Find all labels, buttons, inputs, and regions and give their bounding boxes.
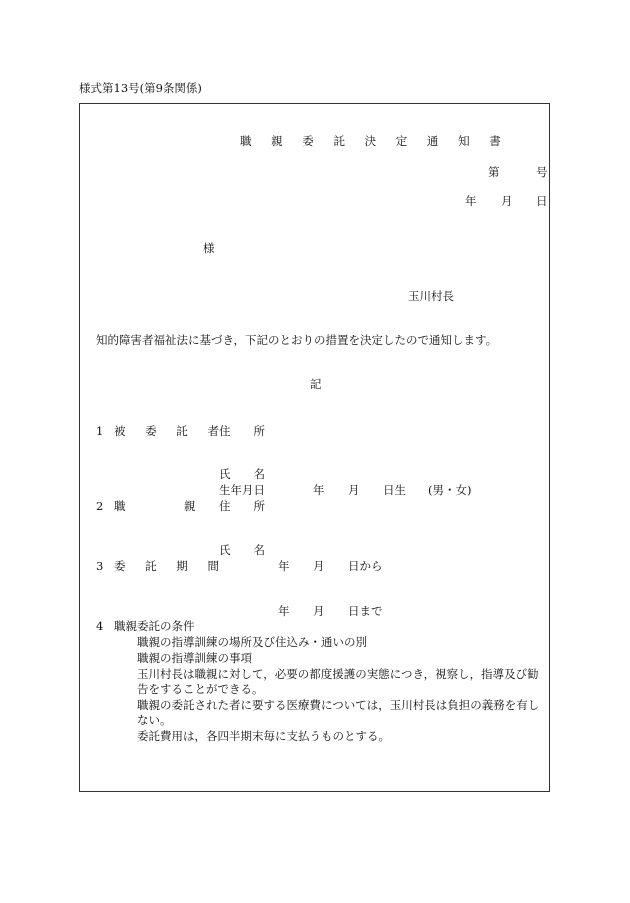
item2-number: 2 [96, 499, 104, 513]
item1-birth-label: 生年月日 [219, 483, 265, 497]
item1-name-label: 氏 名 [219, 467, 265, 481]
date-month: 月 [501, 194, 513, 208]
item1-label: 被 委 託 者 [114, 424, 227, 438]
item1-number: 1 [96, 424, 104, 438]
item2-label-b: 親 [184, 499, 196, 513]
item1-birth-day: 日生 [383, 483, 406, 497]
item3-label: 委 託 期 間 [114, 559, 227, 573]
number-dai: 第 [488, 165, 500, 179]
item4-number: 4 [96, 619, 104, 633]
item2-name-label: 氏 名 [219, 543, 265, 557]
item4-line: 職親の指導訓練の場所及び住込み・通いの別 [137, 635, 367, 649]
item4-line: 職親の委託された者に要する医療費については，玉川村長は負担の義務を有し [137, 698, 540, 712]
item1-birth-month: 月 [348, 483, 360, 497]
item4-label: 職親委託の条件 [114, 619, 195, 633]
item3-to-year: 年 [278, 604, 290, 618]
item2-address-label: 住 所 [219, 499, 265, 513]
item2-label-a: 職 [114, 499, 126, 513]
item3-number: 3 [96, 559, 104, 573]
item1-address-label: 住 所 [219, 424, 265, 438]
item4-line: ない。 [137, 713, 172, 727]
number-go: 号 [536, 165, 548, 179]
item4-line: 玉川村長は職親に対して，必要の都度援護の実態につき，視察し，指導及び勧 [137, 667, 539, 681]
item4-line: 職親の指導訓練の事項 [137, 651, 252, 665]
item3-to-month: 月 [313, 604, 325, 618]
item1-birth-year: 年 [313, 483, 325, 497]
item1-sex: (男・女) [428, 483, 472, 497]
item3-from-year: 年 [278, 559, 290, 573]
item4-line: 委託費用は，各四半期末毎に支払うものとする。 [137, 729, 390, 743]
document-title: 職 親 委 託 決 定 通 知 書 [240, 134, 509, 148]
form-label: 様式第13号(第9条関係) [79, 81, 202, 95]
item3-to-day: 日まで [348, 604, 383, 618]
date-year: 年 [465, 194, 477, 208]
date-day: 日 [536, 194, 548, 208]
item3-from-day: 日から [348, 559, 383, 573]
item3-from-month: 月 [313, 559, 325, 573]
item4-line: 告をすることができる。 [137, 682, 264, 696]
intro-text: 知的障害者福祉法に基づき，下記のとおりの措置を決定したので通知します。 [96, 333, 498, 347]
addressee-suffix: 様 [203, 241, 215, 255]
issuer: 玉川村長 [408, 289, 454, 303]
ki-heading: 記 [310, 377, 322, 391]
